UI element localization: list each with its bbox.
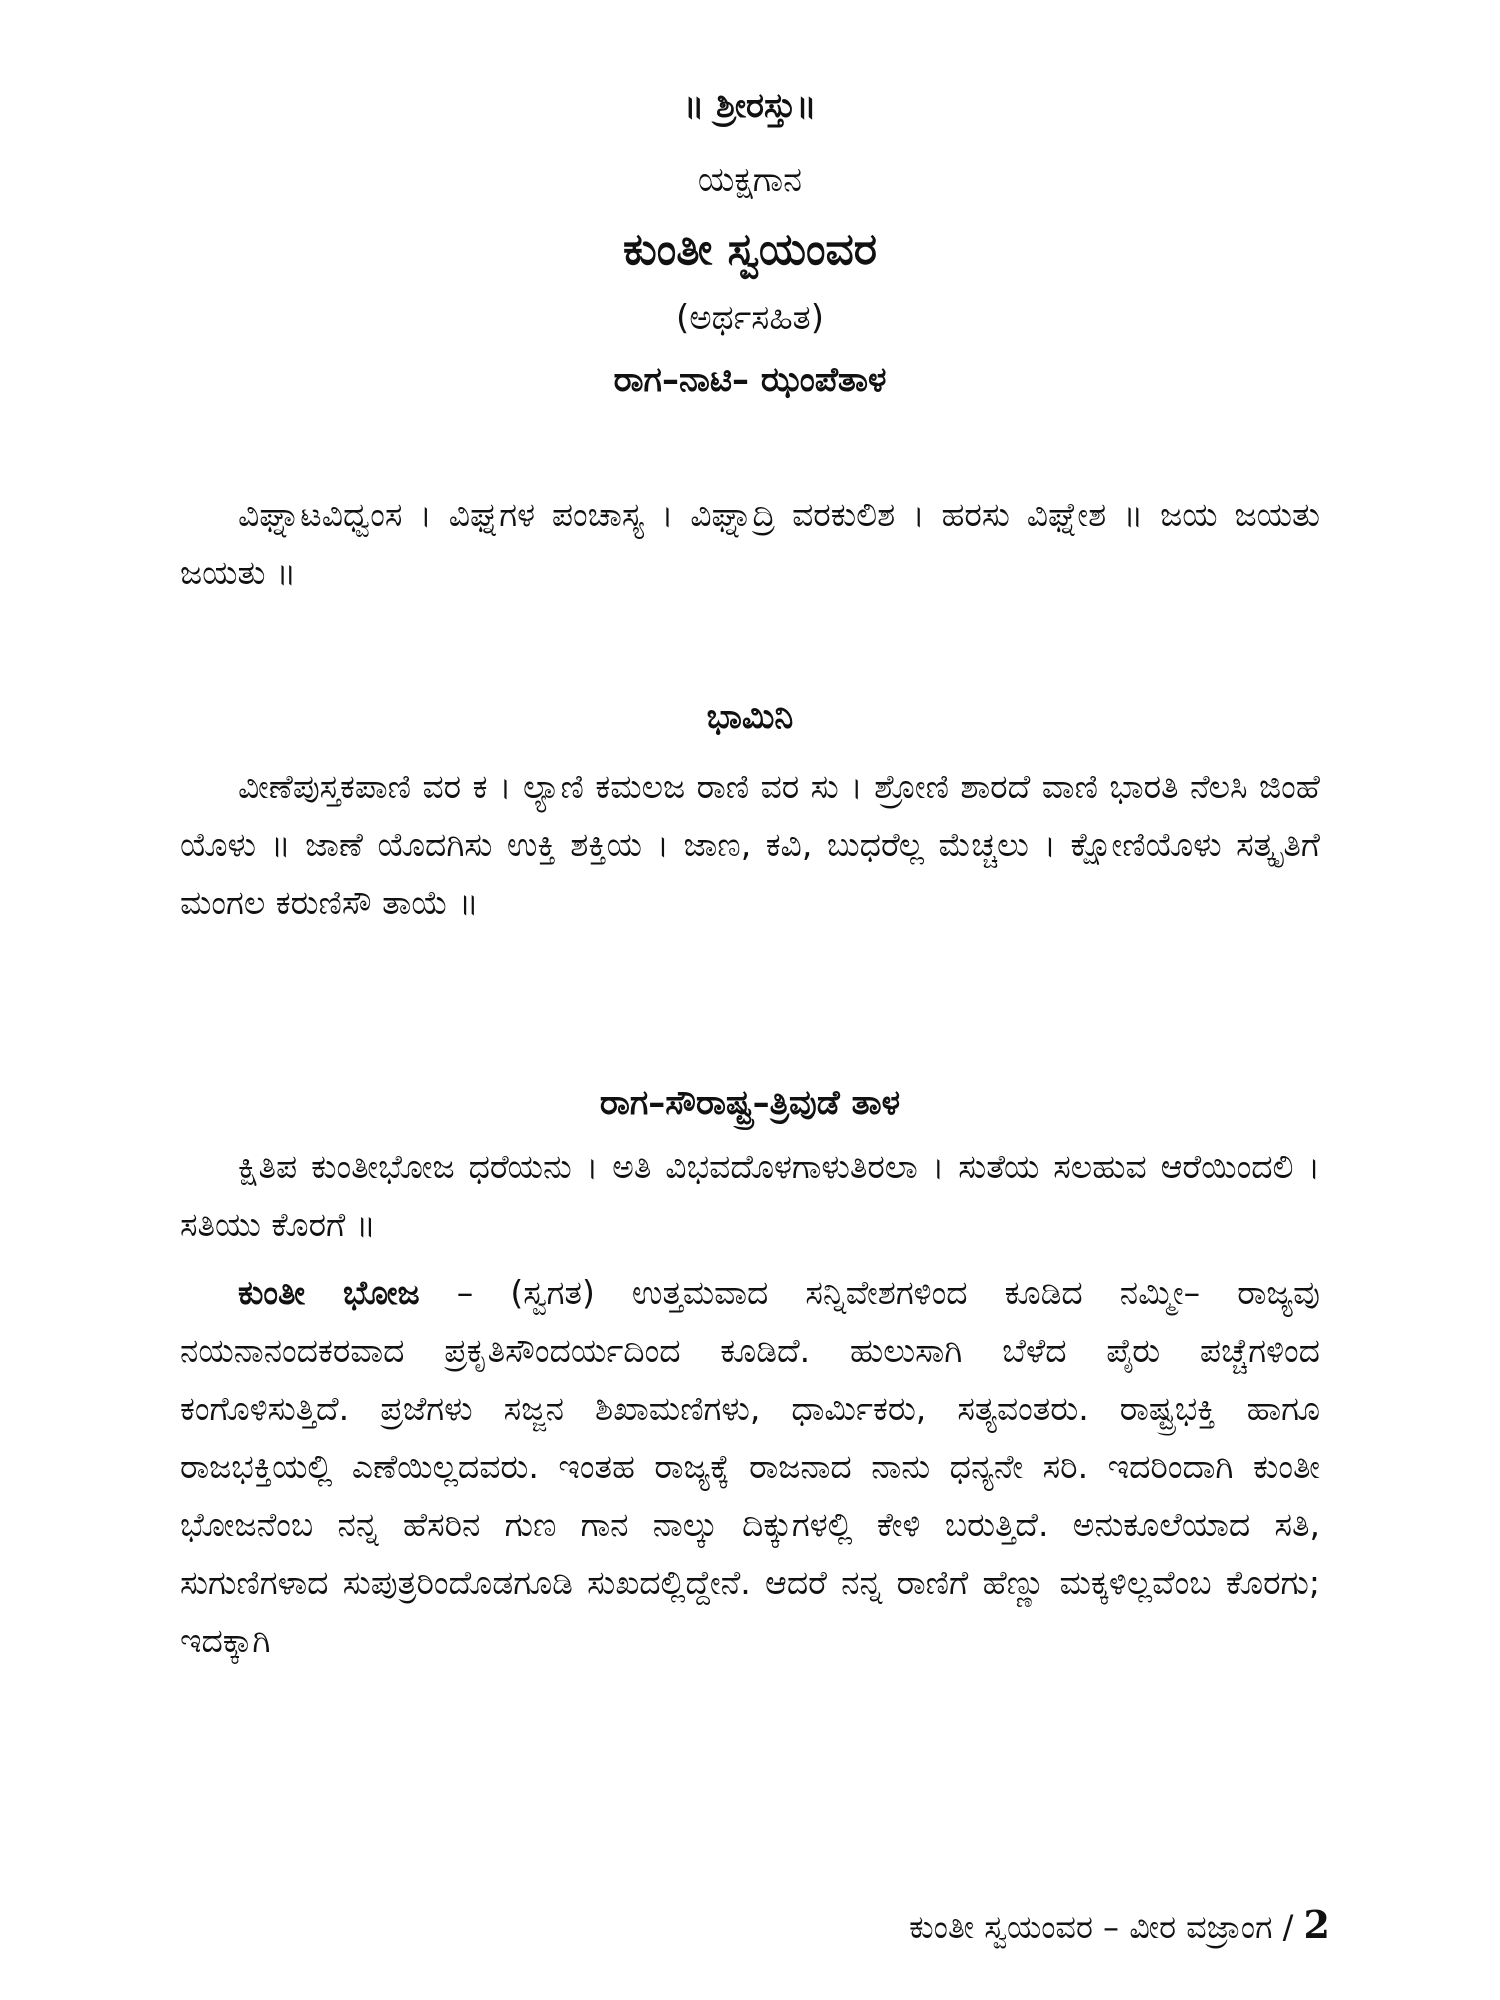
verse-2: ವೀಣೆಪುಸ್ತಕಪಾಣಿ ವರ ಕ । ಲ್ಯಾಣಿ ಕಮಲಜ ರಾಣಿ ವರ ಸು । ಶ್ರೋಣಿ ಶಾರದೆ ವಾಣಿ ಭಾರತಿ ನೆಲಸಿ ಜಿಂಹೆ ಯೊಳು ॥ ಜಾಣೆ ಯೊದಗಿಸು ಉಕ್ತಿ ಶಕ್ತಿಯ । ಜಾಣ, ಕವಿ, ಬುಧರೆಲ್ಲ ಮೆಚ್ಚಲು । ಕ್ಷೋಣಿಯೊಳು ಸತ್ಕೃತಿಗೆ ಮಂಗಲ ಕರುಣಿಸೌ ತಾಯೆ ॥ xyxy=(180,767,1320,922)
verse-1: ವಿಘ್ನಾಟವಿಧ್ವಂಸ । ವಿಘ್ನಗಳ ಪಂಚಾಸ್ಯ । ವಿಘ್ನಾದ್ರಿ ವರಕುಲಿಶ । ಹರಸು ವಿಘ್ನೇಶ ॥ ಜಯ ಜಯತು ಜಯತು ॥ xyxy=(180,495,1320,592)
running-title: ಕುಂತೀ ಸ್ವಯಂವರ – ವೀರ ವಜ್ರಾಂಗ / xyxy=(909,1908,1304,1946)
genre-label: ಯಕ್ಷಗಾನ xyxy=(697,160,803,200)
page-number: 2 xyxy=(1303,1902,1330,1947)
section-heading-bhamini: ಭಾಮಿನಿ xyxy=(706,697,794,737)
verse-3: ಕ್ಷಿತಿಪ ಕುಂತೀಭೋಜ ಧರೆಯನು । ಅತಿ ವಿಭವದೊಳಗಾಳುತಿರಲಾ । ಸುತೆಯ ಸಲಹುವ ಆರೆಯಿಂದಲಿ । ಸತಿಯು ಕೊರಗೆ ॥ xyxy=(180,1147,1320,1244)
page-footer xyxy=(909,1902,1330,1947)
subtitle: (ಅರ್ಥಸಹಿತ) xyxy=(676,298,824,338)
invocation: ॥ ಶ್ರೀರಸ್ತು॥ xyxy=(683,86,817,126)
raga-heading-2: ರಾಗ–ಸೌರಾಷ್ಟ್ರ–ತ್ರಿವುಡೆ ತಾಳ xyxy=(599,1083,901,1123)
raga-heading-1: ರಾಗ–ನಾಟಿ– ಝಂಪೆತಾಳ xyxy=(613,360,887,400)
dialogue-paragraph xyxy=(180,1264,1320,1670)
speaker-name: ಕುಂತೀ ಭೋಜ xyxy=(238,1273,420,1312)
dialogue-text: – (ಸ್ವಗತ) ಉತ್ತಮವಾದ ಸನ್ನಿವೇಶಗಳಿಂದ ಕೂಡಿದ ನಮ್ಮೀ– ರಾಜ್ಯವು ನಯನಾನಂದಕರವಾದ ಪ್ರಕೃತಿಸೌಂದರ್ಯದಿಂದ ಕೂಡಿದೆ. ಹುಲುಸಾಗಿ ಬೆಳೆದ ಪೈರು ಪಚ್ಚೆಗಳಿಂದ ಕಂಗೊಳಿಸುತ್ತಿದೆ. ಪ್ರಜೆಗಳು ಸಜ್ಜನ ಶಿಖಾಮಣಿಗಳು, ಧಾರ್ಮಿಕರು, ಸತ್ಯವಂತರು. ರಾಷ್ಟ್ರಭಕ್ತಿ ಹಾಗೂ ರಾಜಭಕ್ತಿಯಲ್ಲಿ ಎಣೆಯಿಲ್ಲದವರು. ಇಂತಹ ರಾಜ್ಯಕ್ಕೆ ರಾಜನಾದ ನಾನು ಧನ್ಯನೇ ಸರಿ. ಇದರಿಂದಾಗಿ ಕುಂತೀ ಭೋಜನೆಂಬ ನನ್ನ ಹೆಸರಿನ ಗುಣ ಗಾನ ನಾಲ್ಕು ದಿಕ್ಕುಗಳಲ್ಲಿ ಕೇಳಿ ಬರುತ್ತಿದೆ. ಅನುಕೂಲೆಯಾದ ಸತಿ, ಸುಗುಣಿಗಳಾದ ಸುಪುತ್ರರಿಂದೊಡಗೂಡಿ ಸುಖದಲ್ಲಿದ್ದೇನೆ. ಆದರೆ ನನ್ನ ರಾಣಿಗೆ ಹೆಣ್ಣು ಮಕ್ಕಳಿಲ್ಲವೆಂಬ ಕೊರಗು; ಇದಕ್ಕಾಗಿ xyxy=(180,1273,1320,1660)
page-title: ಕುಂತೀ ಸ್ವಯಂವರ xyxy=(623,224,877,275)
